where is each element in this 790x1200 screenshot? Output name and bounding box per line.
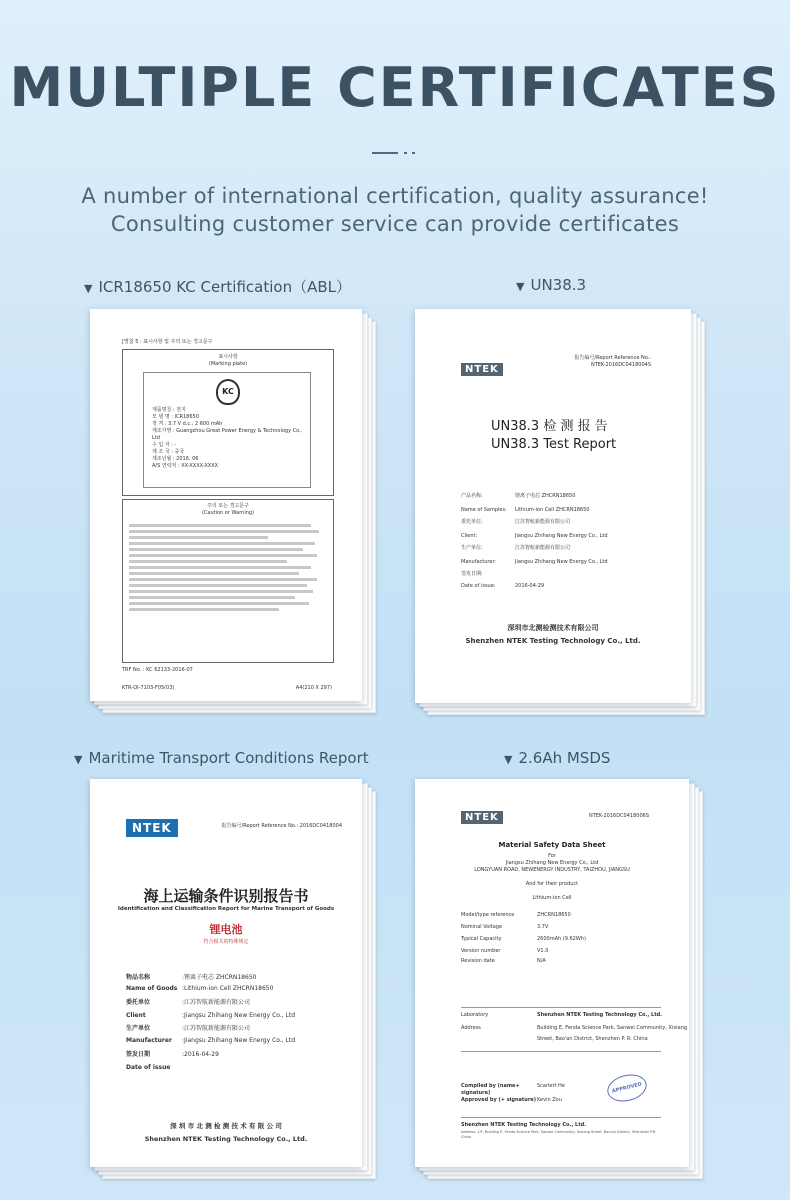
kc-trf-no: TRF No. : KC 62133-2016-07	[122, 667, 193, 673]
triangle-down-icon: ▼	[504, 753, 513, 766]
un383-footer-en: Shenzhen NTEK Testing Technology Co., Ltd.	[465, 637, 641, 645]
subtitle-line-2: Consulting customer service can provide certificates	[110, 212, 680, 236]
section-label-un383: ▼ UN38.3	[516, 276, 587, 294]
maritime-report-stack	[90, 779, 380, 1181]
kc-fields: 제품명칭 : 전지 모 델 명 : ICR18650 정 격 : 3.7 V d.c., 2 600 mAh 제조자명 : Guangzhou Great Power Energy & Technology Co., Ltd 수 입 자 : - 제 조 국 : 중국 제조년월 : 2016. 06 A/S 연락처 : XX-XXXX-XXXX	[152, 407, 303, 469]
msds-lab-address: Address Building E, Fenda Science Park, Sanwei Community, Xixiang	[461, 1025, 688, 1031]
triangle-down-icon: ▼	[74, 753, 83, 766]
msds-title: Material Safety Data Sheet	[498, 841, 606, 849]
maritime-red-title: 锂电池	[209, 923, 243, 936]
msds-address: LONGYUAN ROAD, NEWENERGY INDUSTRY, TAIZHOU, JIANGSU	[474, 867, 630, 873]
triangle-down-icon: ▼	[516, 280, 525, 293]
maritime-red-sub: 符合相关的特殊规定	[203, 939, 249, 945]
msds-stack	[415, 779, 705, 1181]
page-subtitle	[0, 182, 790, 238]
page-title: MULTIPLE CERTIFICATES	[9, 56, 781, 119]
un383-report-page: NTEK 报告编号/Report Reference No.: NTEK-2016DC0418004S UN38.3 检 测 报 告 UN38.3 Test Report 产品名称: 锂离子电芯 ZHCRN18650 Name of Samples: Lithium-ion Cell ZHCRN18650 委托单位: 江苏智航新能源有限公司 Client: Jiangsu Zhihang New Energy Co., Ltd 生产单位: 江苏智航新能源有限公司 Manufacturer: Jiangsu Zhihang New Energy Co., Ltd 签发日期: Date of issue: 2016-04-29 深圳市北测检测技术有限公司 Shenzhen NTEK Testing Technology Co., Ltd.	[415, 309, 691, 703]
msds-ref: NTEK-2016DC0418006S	[588, 813, 649, 819]
un383-report-stack	[415, 309, 708, 719]
section-label-maritime: ▼ Maritime Transport Conditions Report	[74, 749, 369, 767]
maritime-title-en: Identification and Classification Report for Marine Transport of Goods	[117, 906, 335, 912]
maritime-ref: 报告编号/Report Reference No.: 2016DC0418004	[221, 823, 342, 829]
un383-title-cn: UN38.3 检 测 报 告	[491, 419, 608, 434]
ntek-logo: NTEK	[126, 819, 178, 837]
un383-ref: 报告编号/Report Reference No.: NTEK-2016DC0418004S	[574, 355, 651, 368]
ntek-logo: NTEK	[461, 811, 503, 824]
msds-footer-address: Address: 1/F, Building E, Fenda Science Park, Sanwei Community, Xixiang Street, Bao'an District, Shenzhen P.R. China	[461, 1130, 657, 1139]
maritime-title-cn: 海上运输条件识别报告书	[143, 887, 309, 905]
triangle-down-icon: ▼	[84, 282, 93, 295]
un383-footer-cn: 深圳市北测检测技术有限公司	[507, 624, 599, 632]
kc-paper-size: A4(210 X 297)	[295, 685, 332, 691]
maritime-footer-cn: 深 圳 市 北 测 检 测 技 术 有 限 公 司	[170, 1122, 282, 1130]
msds-footer-company: Shenzhen NTEK Testing Technology Co., Ltd.	[461, 1122, 587, 1128]
msds-page: NTEK NTEK-2016DC0418006S Material Safety Data Sheet For Jiangsu Zhihang New Energy Co., Ltd LONGYUAN ROAD, NEWENERGY INDUSTRY, TAIZHOU, JIANGSU And for their product Lithium-ion Cell Model/type reference ZHCRN18650 Nominal Voltage 3.7V Typical Capacity 2600mAh (9.62Wh) Version number V1.0 Revision date N/A Laboratory Shenzhen NTEK Testing Technology Co., Ltd. Address Building E, Fenda Science Park, Sanwei Community, Xixiang Street, Bao'an District, Shenzhen P. R. China Compiled by (name+ signature) Scarlett He Approved by (+ signature) Kevin Zou APPROVED Shenzhen NTEK Testing Technology Co., Ltd. Address: 1/F, Building E, Fenda Science Park, Sanwei Community, Xixiang Street, Bao'an District, Shenzhen P.R. China	[415, 779, 689, 1167]
title-divider	[372, 152, 418, 156]
kc-form-no: KTR-QI-7103-F05(03)	[122, 685, 175, 691]
maritime-footer-en: Shenzhen NTEK Testing Technology Co., Ltd.	[144, 1135, 308, 1143]
kc-top-label: [별첨 5 : 표시사항 및 주의 또는 경고문구	[122, 339, 213, 345]
msds-compiled-by: Compiled by (name+ signature) Scarlett He	[461, 1083, 565, 1096]
kc-caution-box: 주의 또는 경고문구 (Caution or Warning)	[122, 499, 334, 663]
msds-approved-by: Approved by (+ signature) Kevin Zou	[461, 1097, 562, 1103]
kc-certificate-stack	[90, 309, 380, 715]
kc-logo: KC	[216, 379, 240, 405]
kc-certificate-page	[90, 309, 362, 701]
ntek-logo: NTEK	[461, 363, 503, 376]
subtitle-line-1: A number of international certification, quality assurance!	[81, 184, 709, 208]
maritime-report-page: NTEK 报告编号/Report Reference No.: 2016DC0418004 海上运输条件识别报告书 Identification and Classification Report for Marine Transport of Goods 锂电池 符合相关的特殊规定 物品名称 : 锂离子电芯 ZHCRN18650 Name of Goods : Lithium-ion Cell ZHCRN18650 委托单位 : 江苏智航新能源有限公司 Client : Jiangsu Zhihang New Energy Co., Ltd 生产单位 : 江苏智航新能源有限公司 Manufacturer : Jiangsu Zhihang New Energy Co., Ltd 签发日期 : 2016-04-29 Date of issue 深 圳 市 北 测 检 测 技 术 有 限 公 司 Shenzhen NTEK Testing Technology Co., Ltd.	[90, 779, 362, 1167]
approved-stamp: APPROVED	[604, 1071, 649, 1106]
msds-product: Lithium-ion Cell	[532, 895, 572, 901]
kc-marking-plate: 표시사항 (Marking plate) KC 제품명칭 : 전지 모 델 명 : ICR18650 정 격 : 3.7 V d.c., 2 600 mAh 제조자명 : Guangzhou Great Power Energy & Technology Co., Ltd 수 입 자 : - 제 조 국 : 중국 제조년월 : 2016. 06 A/S 연락처 : XX-XXXX-XXXX	[122, 349, 334, 496]
section-label-kc: ▼ ICR18650 KC Certification（ABL）	[84, 278, 351, 296]
msds-lab: Laboratory Shenzhen NTEK Testing Technology Co., Ltd.	[461, 1012, 663, 1018]
msds-company: Jiangsu Zhihang New Energy Co., Ltd	[505, 860, 599, 866]
un383-title-en: UN38.3 Test Report	[491, 437, 617, 452]
section-label-msds: ▼ 2.6Ah MSDS	[504, 749, 611, 767]
